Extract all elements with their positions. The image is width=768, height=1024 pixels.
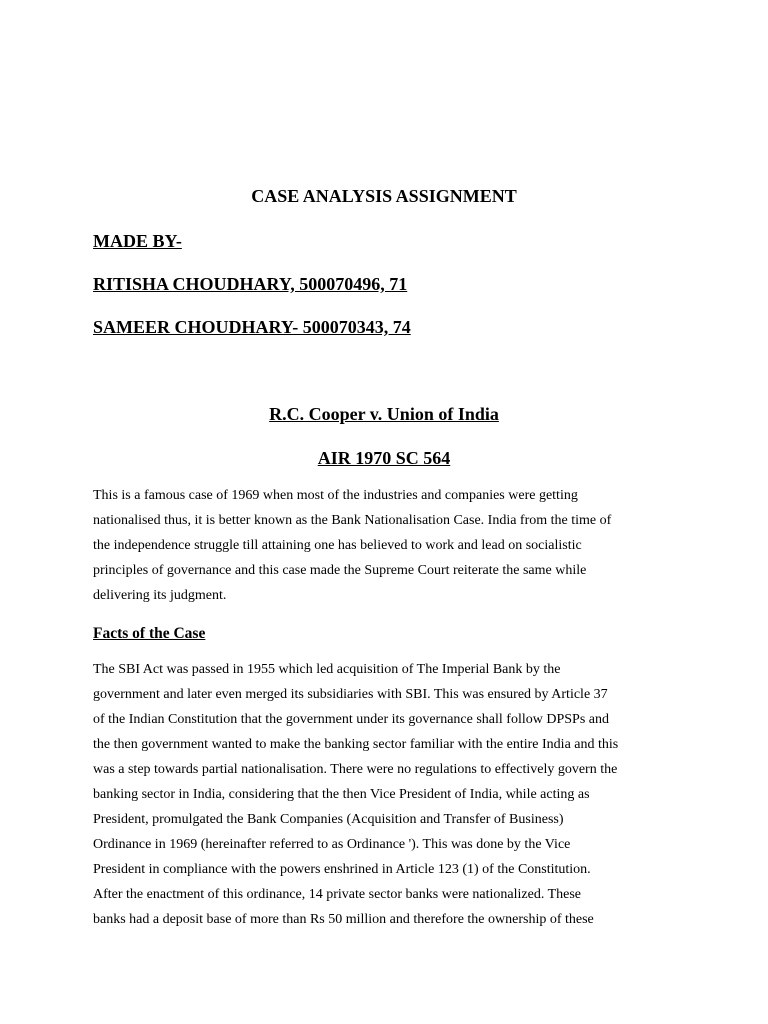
- facts-line: of the Indian Constitution that the government under its governance shall follow DPSPs and: [93, 712, 609, 727]
- facts-line: banks had a deposit base of more than Rs 50 million and therefore the ownership of these: [93, 912, 594, 927]
- facts-line: was a step towards partial nationalisation. There were no regulations to effectively govern the: [93, 762, 618, 777]
- case-citation: AIR 1970 SC 564: [317, 448, 451, 468]
- facts-line: President, promulgated the Bank Companies (Acquisition and Transfer of Business): [93, 812, 564, 827]
- facts-line: President in compliance with the powers enshrined in Article 123 (1) of the Constitution.: [93, 862, 591, 877]
- intro-line: This is a famous case of 1969 when most of the industries and companies were getting: [93, 488, 578, 503]
- made-by-label: MADE BY-: [93, 231, 182, 251]
- facts-line: After the enactment of this ordinance, 14 private sector banks were nationalized. These: [93, 887, 581, 902]
- facts-line: The SBI Act was passed in 1955 which led acquisition of The Imperial Bank by the: [93, 662, 561, 677]
- facts-line: Ordinance in 1969 (hereinafter referred to as Ordinance '). This was done by the Vice: [93, 837, 571, 852]
- author-1: RITISHA CHOUDHARY, 500070496, 71: [93, 274, 408, 294]
- facts-line: the then government wanted to make the banking sector familiar with the entire India and this: [93, 737, 619, 752]
- author-2: SAMEER CHOUDHARY- 500070343, 74: [93, 317, 411, 337]
- facts-line: government and later even merged its subsidiaries with SBI. This was ensured by Article 37: [93, 687, 608, 702]
- case-name: R.C. Cooper v. Union of India: [269, 404, 499, 424]
- facts-line: banking sector in India, considering that the then Vice President of India, while acting as: [93, 787, 590, 802]
- document-title: CASE ANALYSIS ASSIGNMENT: [251, 186, 517, 206]
- intro-line: nationalised thus, it is better known as the Bank Nationalisation Case. India from the time of: [93, 513, 612, 528]
- intro-line: delivering its judgment.: [93, 588, 227, 603]
- facts-heading: Facts of the Case: [93, 625, 206, 642]
- intro-line: principles of governance and this case made the Supreme Court reiterate the same while: [93, 563, 587, 578]
- intro-line: the independence struggle till attaining one has believed to work and lead on socialistic: [93, 538, 582, 553]
